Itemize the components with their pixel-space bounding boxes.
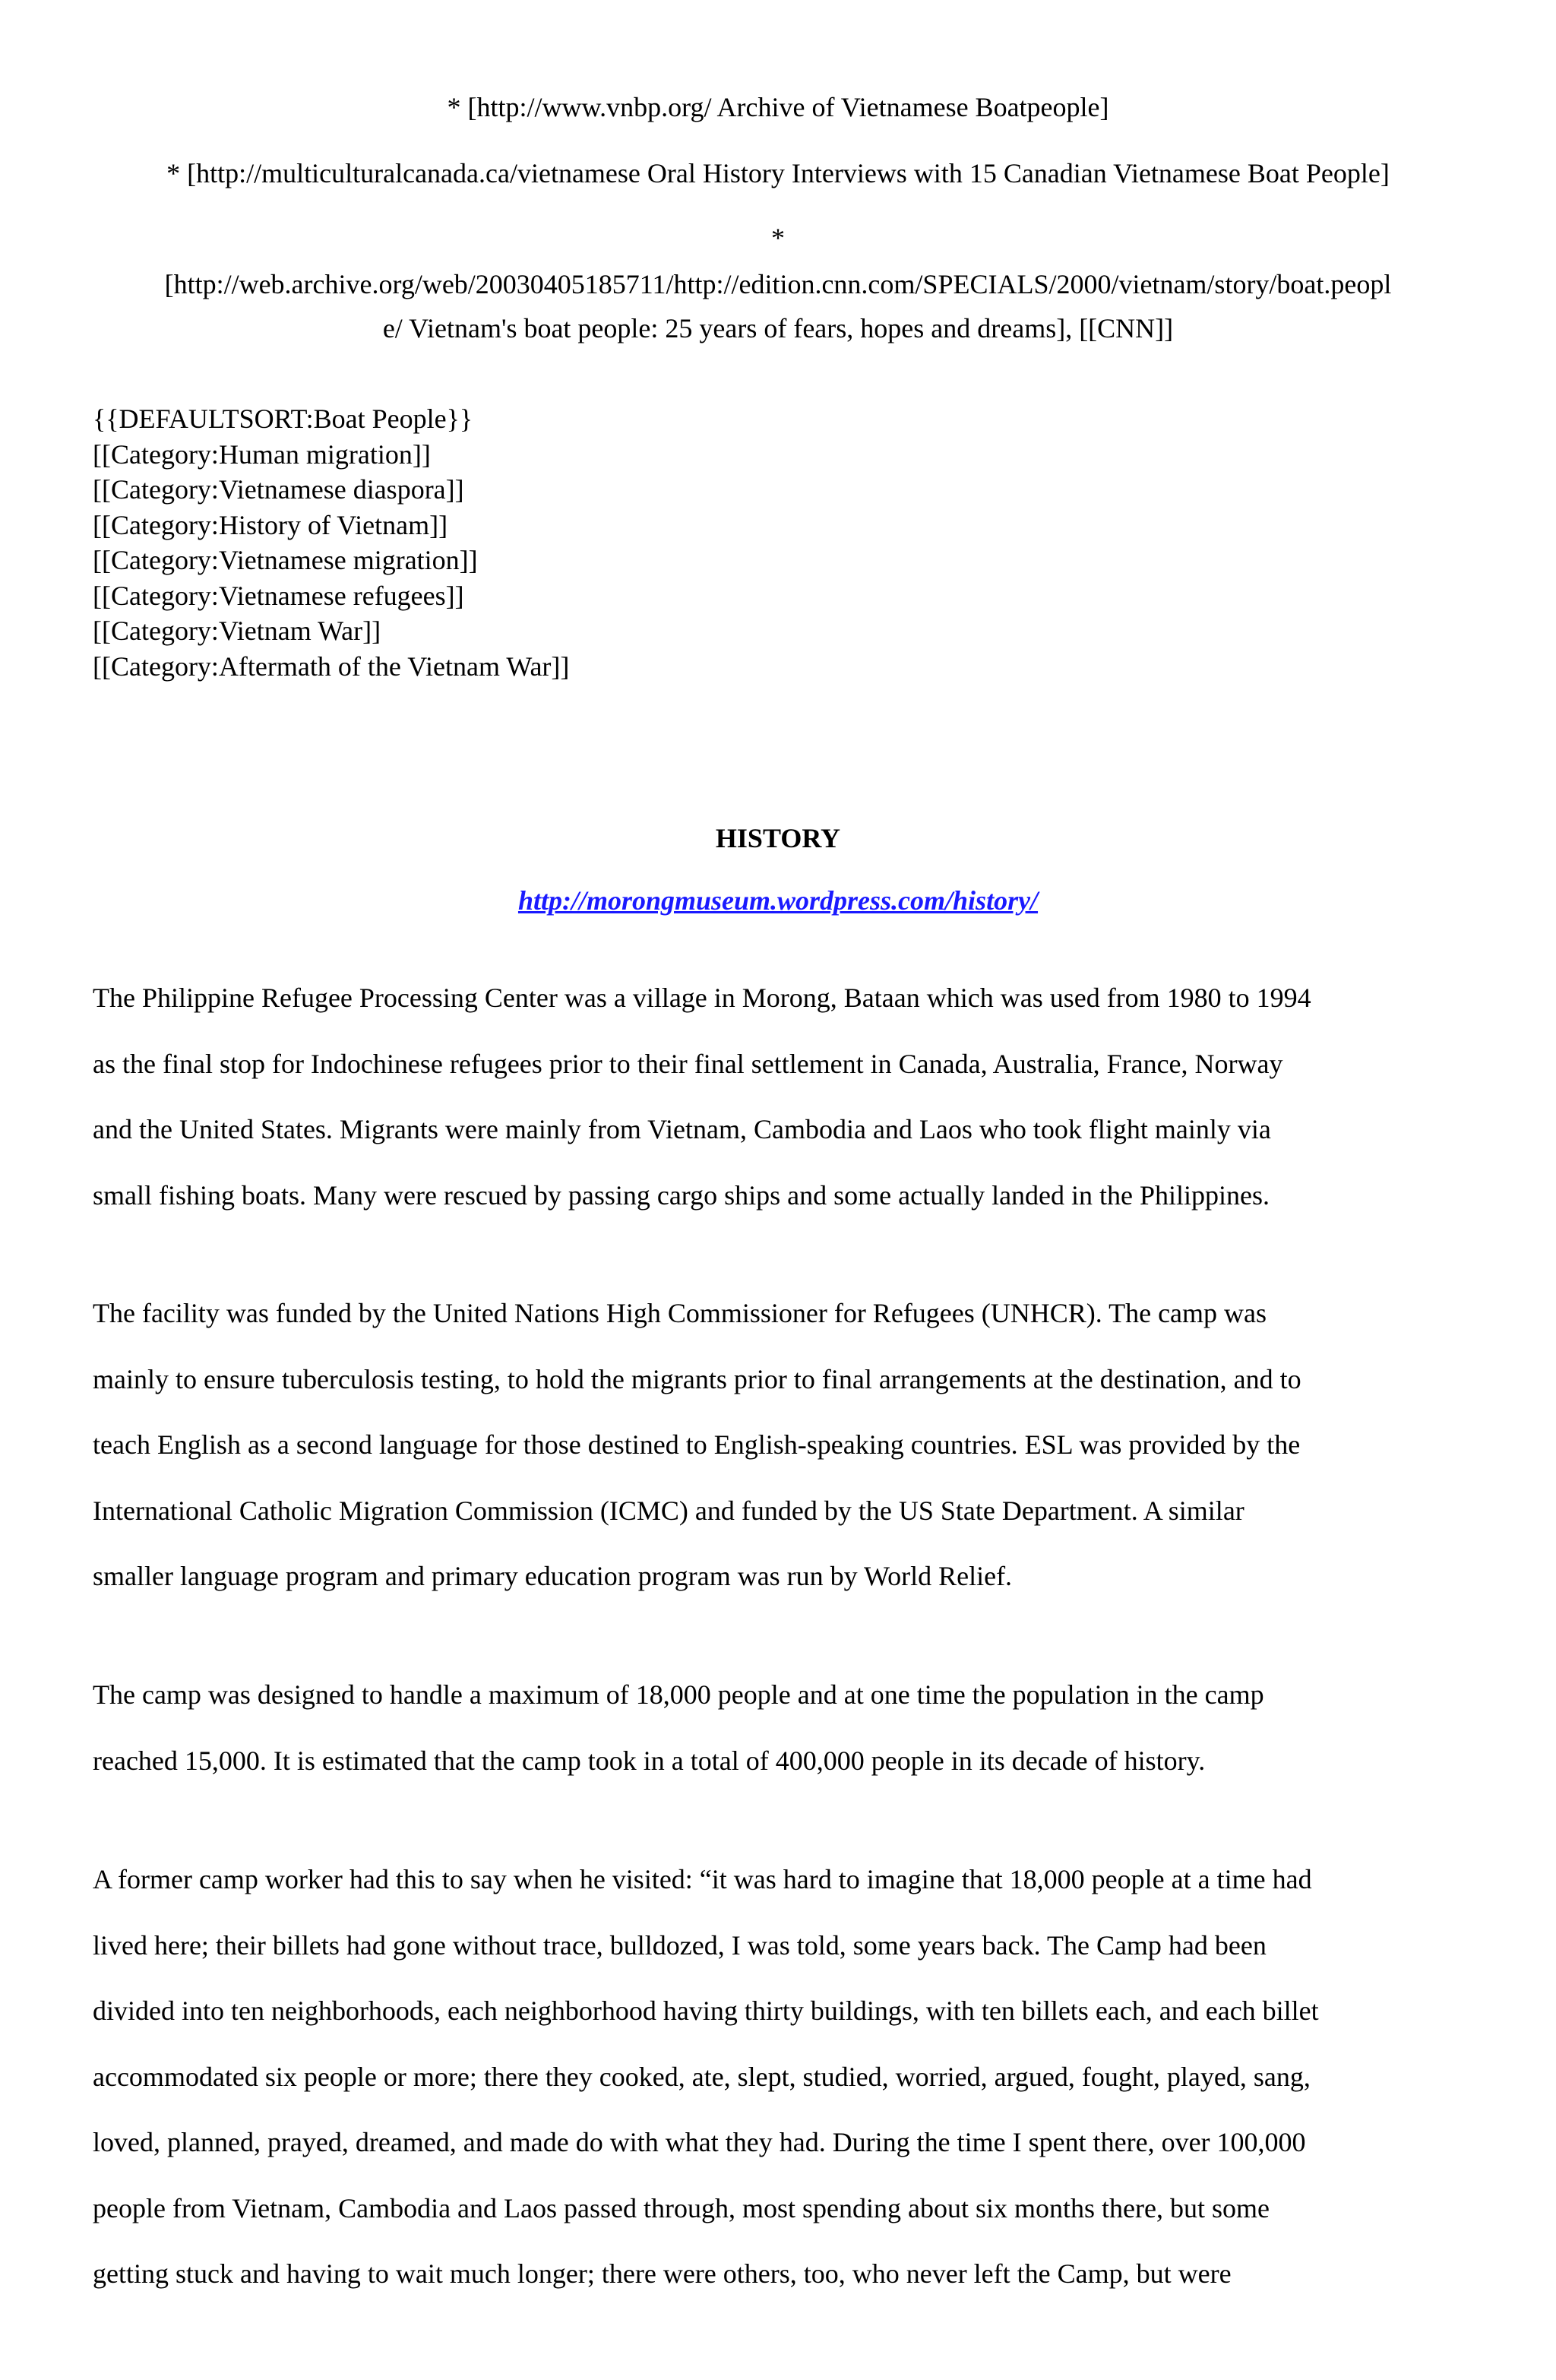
paragraph-line: as the final stop for Indochinese refugees prior to their final settlement in Canada, Australia, France, Norway (93, 1048, 1283, 1079)
section-heading: HISTORY (715, 823, 841, 853)
paragraph-line: International Catholic Migration Commission (ICMC) and funded by the US State Department. A similar (93, 1495, 1244, 1526)
paragraph-line: The Philippine Refugee Processing Center was a village in Morong, Bataan which was used from 1980 to 1994 (93, 983, 1311, 1013)
paragraph-line: small fishing boats. Many were rescued by passing cargo ships and some actually landed in the Philippines. (93, 1179, 1270, 1211)
paragraph-line: mainly to ensure tuberculosis testing, to hold the migrants prior to final arrangements at the destination, and to (93, 1363, 1301, 1394)
paragraph-line: The camp was designed to handle a maximum of 18,000 people and at one time the population in the camp (93, 1679, 1264, 1710)
paragraph-line: smaller language program and primary education program was run by World Relief. (93, 1561, 1013, 1591)
paragraph-line: divided into ten neighborhoods, each neighborhood having thirty buildings, with ten billets each, and each billet (93, 1995, 1319, 2026)
defaultsort-line: {{DEFAULTSORT:Boat People}} (93, 404, 473, 434)
paragraph-camp-capacity (93, 1662, 1460, 1793)
category-item: [[Category:Vietnamese refugees]] (93, 580, 464, 611)
paragraph-line: getting stuck and having to wait much longer; there were others, too, who never left the Camp, but were (93, 2258, 1232, 2289)
reference-cnn-url: [http://web.archive.org/web/20030405185711/http://edition.cnn.com/SPECIALS/2000/vietnam/story/boat.peopl (164, 269, 1392, 299)
paragraph-line: The facility was funded by the United Nations High Commissioner for Refugees (UNHCR). The camp was (93, 1298, 1267, 1328)
category-item: [[Category:Vietnamese migration]] (93, 545, 478, 575)
reference-multicultural-canada: * [http://multiculturalcanada.ca/vietnamese Oral History Interviews with 15 Canadian Vietnamese Boat People] (166, 158, 1390, 188)
category-list (93, 401, 1384, 684)
paragraph-line: accommodated six people or more; there they cooked, ate, slept, studied, worried, argued, fought, played, sang, (93, 2061, 1311, 2092)
reference-bullet: * (771, 223, 785, 253)
paragraph-line: and the United States. Migrants were mainly from Vietnam, Cambodia and Laos who took flight mainly via (93, 1114, 1271, 1144)
category-item: [[Category:Vietnam War]] (93, 616, 381, 646)
paragraph-line: A former camp worker had this to say when he visited: “it was hard to imagine that 18,000 people at a time had (93, 1864, 1312, 1894)
reference-cnn-title: e/ Vietnam's boat people: 25 years of fears, hopes and dreams], [[CNN]] (382, 313, 1174, 343)
paragraph-line: reached 15,000. It is estimated that the camp took in a total of 400,000 people in its decade of history. (93, 1745, 1206, 1776)
category-item: [[Category:Human migration]] (93, 438, 431, 470)
paragraph-camp-worker-quote (93, 1847, 1460, 2307)
reference-vnbp: * [http://www.vnbp.org/ Archive of Vietnamese Boatpeople] (447, 92, 1109, 122)
category-item: [[Category:Vietnamese diaspora]] (93, 474, 464, 505)
paragraph-line: loved, planned, prayed, dreamed, and made do with what they had. During the time I spent there, over 100,000 (93, 2127, 1306, 2157)
paragraph-line: teach English as a second language for those destined to English-speaking countries. ESL was provided by the (93, 1429, 1301, 1460)
paragraph-facility-funding (93, 1280, 1460, 1609)
category-item: [[Category:Aftermath of the Vietnam War]] (93, 650, 570, 682)
category-item: [[Category:History of Vietnam]] (93, 509, 448, 540)
paragraph-line: people from Vietnam, Cambodia and Laos passed through, most spending about six months there, but some (93, 2192, 1270, 2223)
paragraph-line: lived here; their billets had gone without trace, bulldozed, I was told, some years back. The Camp had been (93, 1929, 1267, 1961)
paragraph-processing-center (93, 965, 1460, 1228)
history-link[interactable]: http://morongmuseum.wordpress.com/history/ (517, 885, 1039, 916)
